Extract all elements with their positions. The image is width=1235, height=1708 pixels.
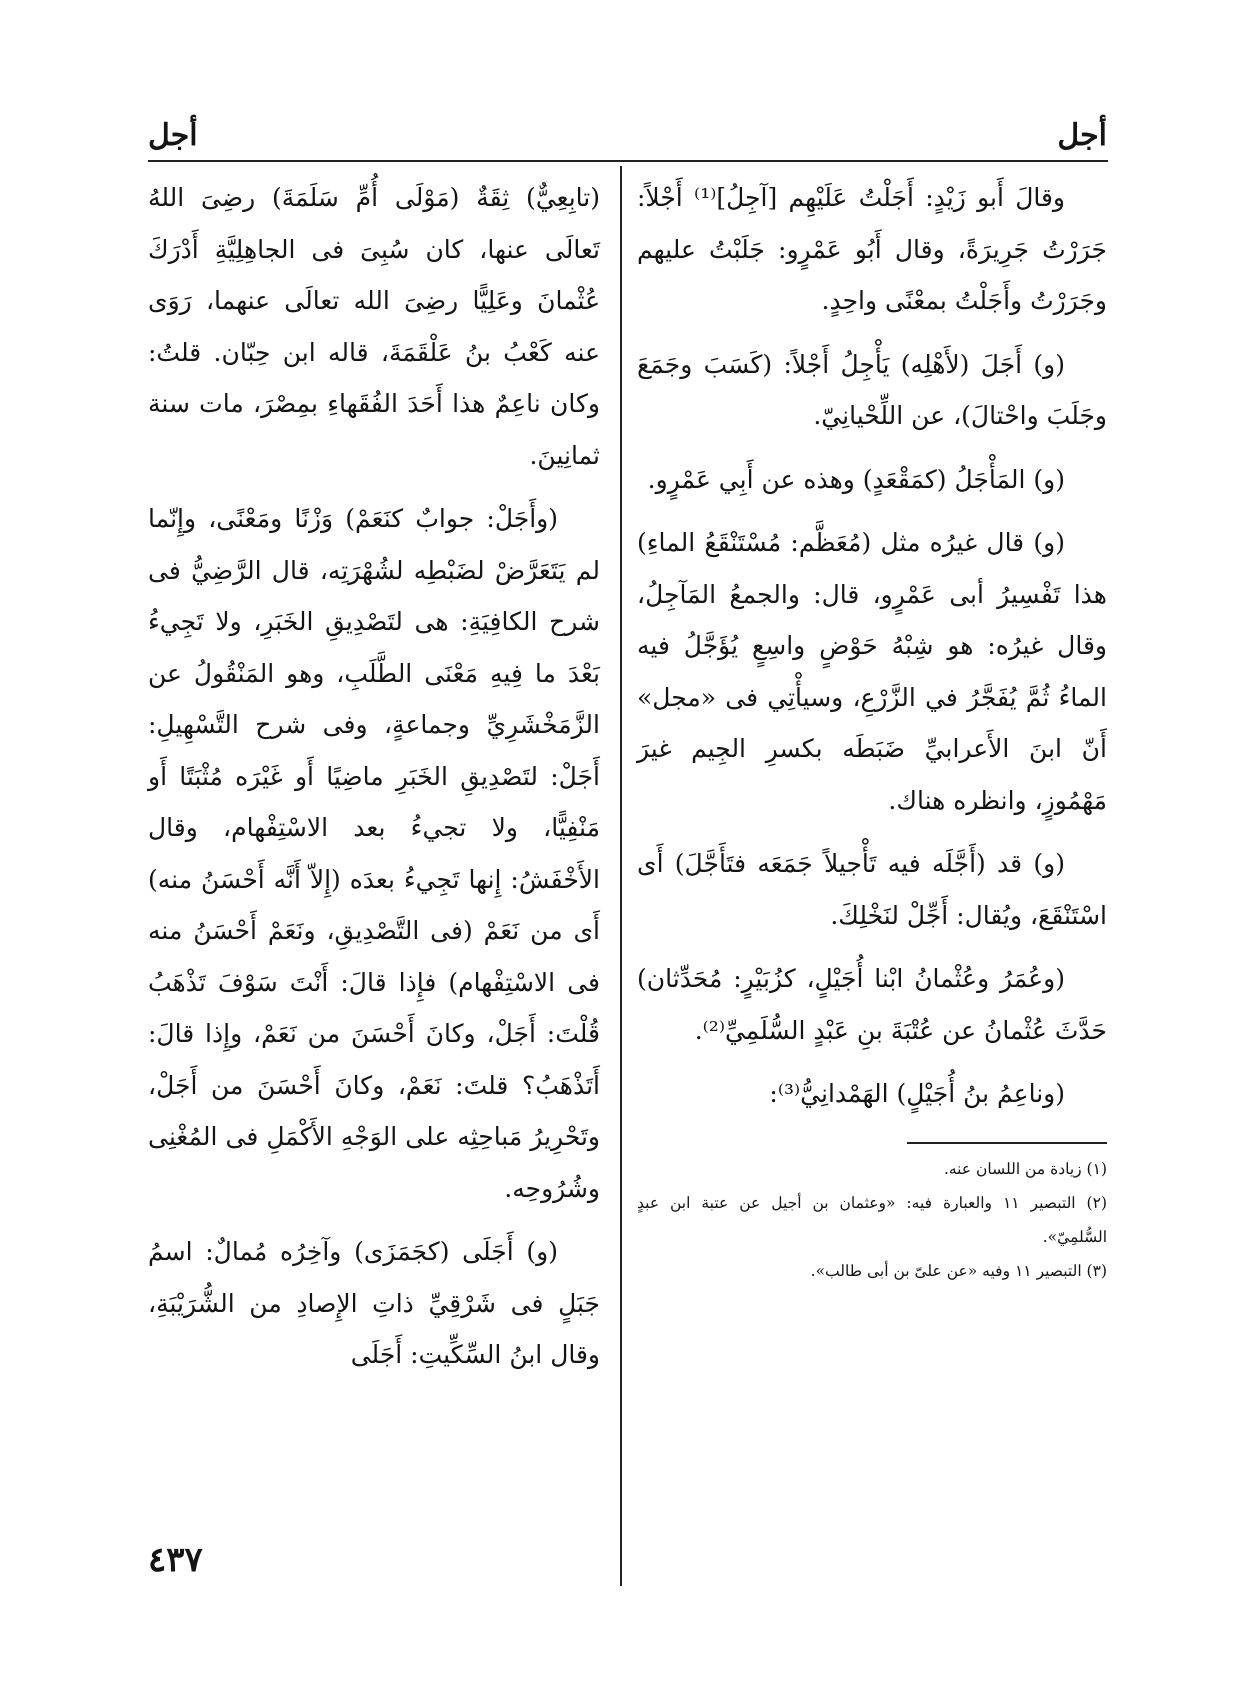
footnote-3: (٣) التبصير ١١ وفيه «عن علىّ بن أبى طالب». [810, 1261, 1107, 1280]
footnote-1: (١) زيادة من اللسان عنه. [943, 1159, 1107, 1178]
footnotes [637, 1152, 1107, 1288]
entry-paragraph: (و) أَجَلَ (لأَهْلِه) يَأْجِلُ أَجْلاً: (كَسَبَ وجَمَعَ وجَلَبَ واحْتالَ)، عن اللِّحْيانِيّ. [637, 349, 1107, 430]
left-column [148, 172, 600, 1393]
entry-paragraph: (وأَجَلْ: جوابٌ كنَعَمْ) وَزْنًا ومَعْنًى، وإِنّما لم يَتَعَرَّضْ لضَبْطِه لشُهْرَتِه، قال الرَّضِيُّ فى شرح الكافِيَةِ: هى لتَصْدِيقِ الخَبَرِ، ولا تَجِيءُ بَعْدَ ما فِيهِ مَعْنَى الطَّلَبِ، وهو المَنْقُولُ عن الزَّمَخْشَرِيِّ وجماعةٍ، وفى شرح التَّسْهِيلِ: أَجَلْ: لتَصْدِيقِ الخَبَرِ ماضِيًا أَو غَيْرَه مُثْبَتًا أَو مَنْفِيًّا، ولا تجيءُ بعد الاسْتِفْهام، وقال الأَخْفَشُ: إِنها تَجِيءُ بعدَه (إِلاّ أَنَّه أَحْسَنُ منه) أَى من نَعَمْ (فى التَّصْدِيقِ، ونَعَمْ أَحْسَنُ منه فى الاسْتِفْهام) فإِذا قالَ: أَنْتَ سَوْفَ تَذْهَبُ قُلْتَ: أَجَلْ، وكانَ أَحْسَنَ من نَعَمْ، وإِذا قالَ: أَتَذْهَبُ؟ قلتَ: نَعَمْ، وكانَ أَحْسَنَ من أَجَلْ، وتَحْرِيرُ مَباحِثِه على الوَجْهِ الأَكْمَلِ فى المُغْنِى وشُرُوحِه. [148, 504, 600, 1203]
footnote-separator [907, 1142, 1107, 1144]
entry-paragraph: (وناعِمُ بنُ أُجَيْلٍ) الهَمْدانِيُّ⁽³⁾: [769, 1079, 1065, 1108]
entry-paragraph: (و) أَجَلَى (كجَمَزَى) وآخِرُه مُمالٌ: اسمُ جَبَلٍ فى شَرْقِيِّ ذاتِ الإِصادِ من الشُّرَيْبَةِ، وقال ابنُ السِّكِّيتِ: أَجَلَى [148, 1237, 600, 1369]
entry-paragraph: (و) قال غيرُه مثل (مُعَظَّم: مُسْتَنْقَعُ الماءِ) هذا تَفْسِيرُ أبى عَمْرٍو، قال: والجمعُ المَآجِلُ، وقال غيرُه: هو شِبْهُ حَوْضٍ واسِعٍ يُؤَجَّلُ فيه الماءُ ثُمَّ يُفَجَّرُ في الزَّرْعِ، وسيأْتِي فى «مجل» أَنّ ابنَ الأَعرابيِّ ضَبَطَه بكسرِ الجِيم غيرَ مَهْمُوزٍ، وانظره هناك. [637, 528, 1107, 815]
right-column [637, 172, 1107, 1288]
entry-paragraph: (و) المَأْجَلُ (كمَقْعَدٍ) وهذه عن أَبِي عَمْرٍو. [647, 464, 1065, 494]
running-head-right: أجل [1057, 118, 1107, 153]
entry-paragraph: وقالَ أَبو زَيْدٍ: أَجَلْتُ عَلَيْهِم [آجِلُ]⁽¹⁾ أَجْلاً: جَرَرْتُ جَرِيرَةً، وقال أَبُو عَمْرٍو: جَلَبْتُ عليهم وجَرَرْتُ وأَجَلْتُ بمعْنًى واحِدٍ. [637, 183, 1107, 315]
entry-paragraph: (و) قد (أَجَّلَه فيه تَأْجيلاً جَمَعَه فتَأَجَّلَ) أَى اسْتَنْقَعَ، ويُقال: أَجِّلْ لنَخْلِكَ. [637, 849, 1107, 930]
entry-paragraph: (تابِعِيٌّ) ثِقَةٌ (مَوْلَى أُمِّ سَلَمَةَ) رضِىَ اللهُ تَعالَى عنها، كان سُبِىَ فى الجاهِلِيَّةِ أَدْرَكَ عُثْمانَ وعَلِيًّا رضِىَ الله تعالَى عنهما، رَوَى عنه كَعْبُ بنُ عَلْقَمَةَ، قاله ابن حِبّان. قلتُ: وكان ناعِمٌ هذا أَحَدَ الفُقَهاءِ بمِصْرَ، مات سنة ثمانِينَ. [148, 183, 600, 470]
running-head-left: أجل [148, 118, 198, 153]
header-rule [148, 160, 1108, 162]
footnote-2: (٢) التبصير ١١ والعبارة فيه: «وعثمان بن أجيل عن عتبة ابن عبدٍ السُّلمِيّ». [637, 1193, 1107, 1246]
page-number: ٤٣٧ [148, 1540, 203, 1580]
column-divider [620, 166, 622, 1586]
entry-paragraph: (وعُمَرُ وعُثْمانُ ابْنا أُجَيْلٍ، كزُبَيْرٍ: مُحَدِّثان) حَدَّثَ عُثْمانُ عن عُتْبَةَ بنِ عَبْدٍ السُّلَمِيِّ⁽²⁾. [637, 964, 1107, 1045]
